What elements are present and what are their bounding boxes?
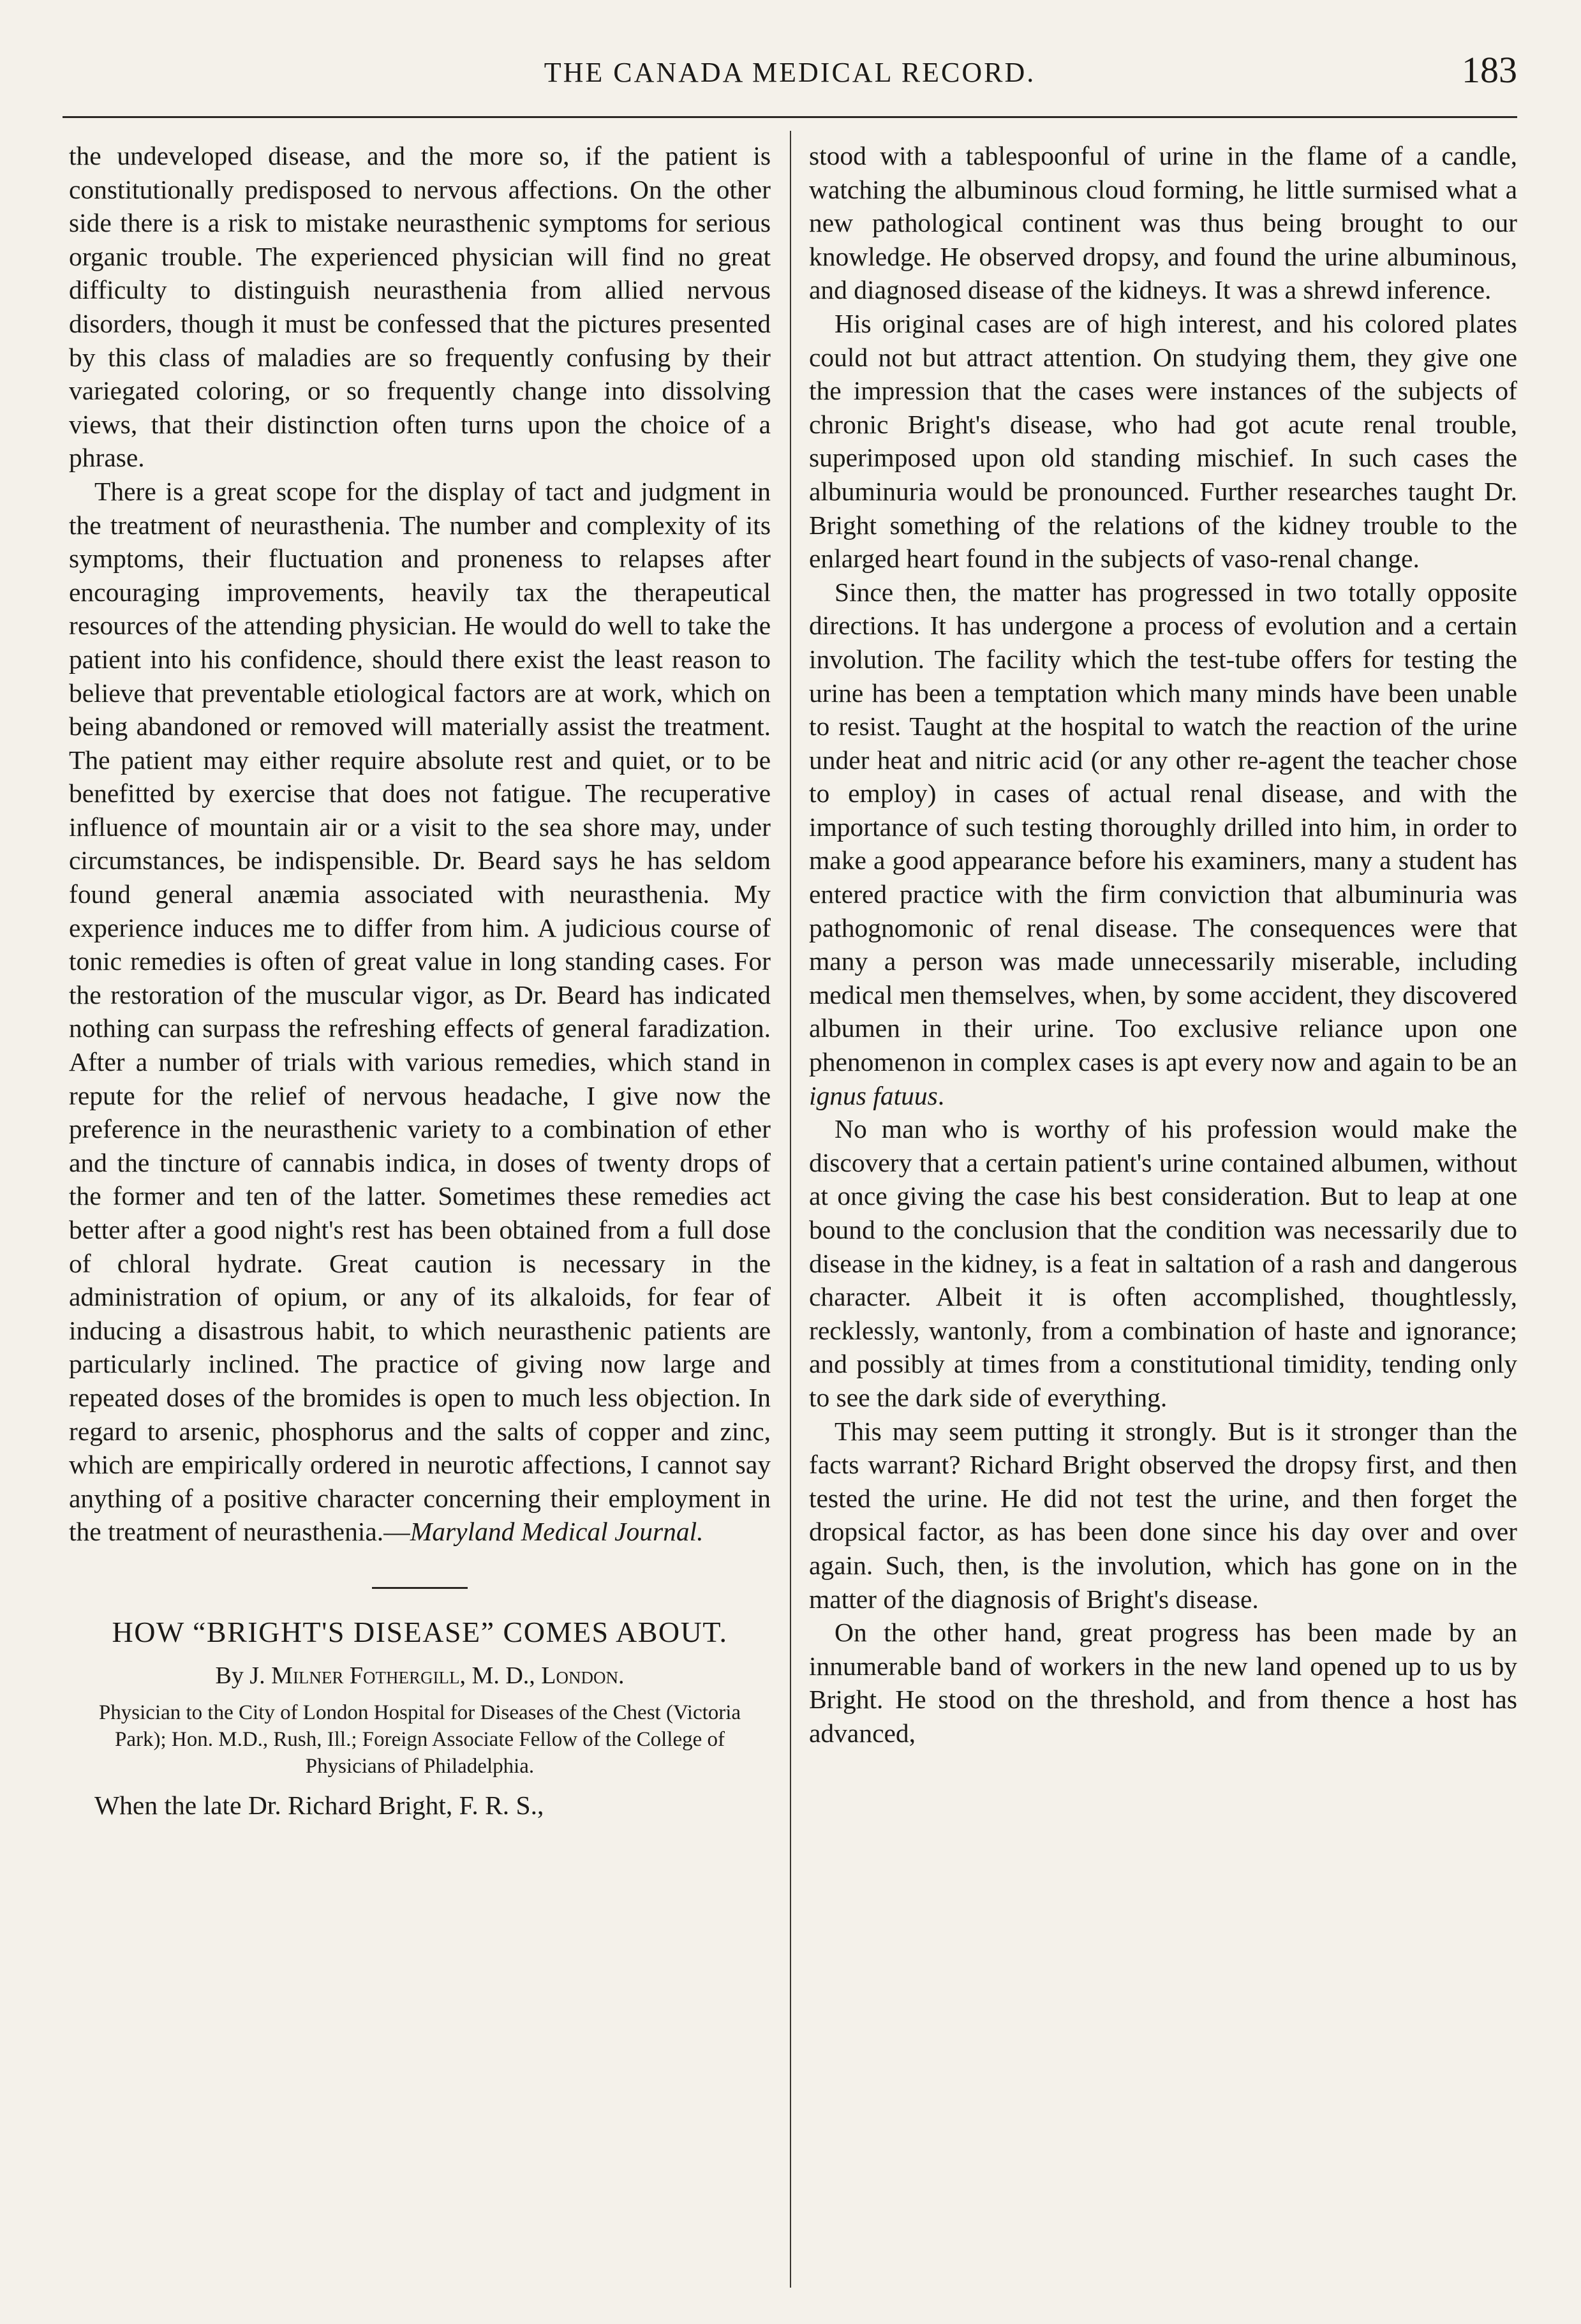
byline-suffix: , M. D., London.: [459, 1662, 625, 1689]
page-number: 183: [1462, 49, 1517, 91]
author-name: Milner Fothergill: [271, 1662, 460, 1689]
paragraph: No man who is worthy of his profession would make the discovery that a certain patient's urine contained albumen, without at once giving the case his best consideration. But to leap at one bound to the conclusion that the condition was necessarily due to disease in the kidney, is a feat in saltation of a rash and dangerous character. Albeit it is often accomplished, thoughtlessly, recklessly, wantonly, from a combination of haste and ignorance; and possibly at times from a constitutional timidity, tending only to see the dark side of everything.: [809, 1114, 1517, 1412]
running-title: THE CANADA MEDICAL RECORD.: [544, 57, 1036, 88]
paragraph: This may seem putting it strongly. But is it stronger than the facts warrant? Richard Bright observed the dropsy first, and then tested the urine. He did not test the urine, and then forget the dropsical factor, as has been done since his day over and over again. Such, then, is the involution, which has gone on in the matter of the diagnosis of Bright's disease.: [809, 1416, 1517, 1614]
column-divider: [790, 131, 791, 2288]
left-column: [69, 139, 771, 1822]
paragraph-text: Since then, the matter has progressed in two totally opposite directions. It has undergone a process of evolution and a certain involution. The facility which the test-tube offers for testing the urine has been a temptation which many minds have been unable to resist. Taught at the hospital to watch the reaction of the urine under heat and nitric acid (or any other re-agent the teacher chose to employ) in cases of actual renal disease, and with the importance of such testing thoroughly drilled into him, in order to make a good appearance before his examiners, many a student has entered practice with the firm conviction that albuminuria was pathognomonic of renal disease. The consequences were that many a person was made unnecessarily miserable, including medical men themselves, when, by some accident, they discovered albumen in their urine. Too exclusive reliance upon one phenomenon in complex cases is apt every now and again to be an: [809, 577, 1517, 1077]
author-affiliation: Physician to the City of London Hospital for Diseases of the Chest (Victoria Park); Hon. M.D., Rush, Ill.; Foreign Associate Fellow of the College of Physicians of Philadelphia.: [98, 1701, 741, 1778]
paragraph-text: There is a great scope for the display of tact and judgment in the treatment of neurasthenia. The number and complexity of its symptoms, their fluctuation and proneness to relapses after encouraging improvements, heavily tax the therapeutical resources of the attending physician. He would do well to take the patient into his confidence, should there exist the least reason to believe that preventable etiological factors are at work, which on being abandoned or removed will materially assist the treatment. The patient may either require absolute rest and quiet, or to be benefitted by exercise that does not fatigue. The recuperative influence of mountain air or a visit to the sea shore may, under circumstances, be indispensible. Dr. Beard says he has seldom found general anæmia associated with neurasthenia. My experience induces me to differ from him. A judicious course of tonic remedies is often of great value in long standing cases. For the restoration of the muscular vigor, as Dr. Beard has indicated nothing can surpass the refreshing effects of general faradization. After a number of trials with various remedies, which stand in repute for the relief of nervous headache, I give now the preference in the neurasthenic variety to a combination of ether and the tincture of cannabis indica, in doses of twenty drops of the former and ten of the latter. Sometimes these remedies act better after a good night's rest has been obtained from a full dose of chloral hydrate. Great caution is necessary in the administration of opium, or any of its alkaloids, for fear of inducing a disastrous habit, to which neurasthenic patients are particularly inclined. The practice of giving now large and repeated doses of the bromides is open to much less objection. In regard to arsenic, phosphorus and the salts of copper and zinc, which are empirically ordered in neurotic affections, I cannot say anything of a positive character concerning their employment in the treatment of neurasthenia.—: [69, 476, 771, 1547]
paragraph: [809, 576, 1517, 1113]
header-rule: [63, 116, 1517, 118]
article-title: HOW “BRIGHT'S DISEASE” COMES ABOUT.: [112, 1615, 728, 1648]
italic-term: ignus fatuus: [809, 1080, 938, 1110]
paragraph: stood with a tablespoonful of urine in the flame of a candle, watching the albuminous cloud forming, he little surmised what a new pathological continent was thus being brought to our knowledge. He observed dropsy, and found the urine albuminous, and diagnosed disease of the kidneys. It was a shrewd inference.: [809, 141, 1517, 305]
article-lead: When the late Dr. Richard Bright, F. R. S.,: [94, 1790, 544, 1820]
paragraph: His original cases are of high interest, and his colored plates could not but attract attention. On studying them, they give one the impression that the cases were instances of the subjects of chronic Bright's disease, who had got acute renal trouble, superimposed upon old standing mischief. In such cases the albuminuria would be pronounced. Further researches taught Dr. Bright something of the relations of the kidney trouble to the enlarged heart found in the subjects of vaso-renal change.: [809, 308, 1517, 574]
paragraph: On the other hand, great progress has been made by an innumerable band of workers in the new land opened up to us by Bright. He stood on the threshold, and from thence a host has advanced,: [809, 1618, 1517, 1748]
article-separator: [372, 1587, 468, 1589]
article-byline: [69, 1659, 771, 1693]
right-column: [809, 139, 1517, 1750]
byline-prefix: By J.: [215, 1662, 272, 1689]
journal-citation: Maryland Medical Journal.: [410, 1517, 704, 1547]
paragraph: [69, 475, 771, 1549]
paragraph-end: .: [937, 1080, 945, 1110]
paragraph: the undeveloped disease, and the more so, if the patient is constitutionally predisposed to nervous affections. On the other side there is a risk to mistake neurasthenic symptoms for serious organic trouble. The experienced physician will find no great difficulty to distinguish neurasthenia from allied nervous disorders, though it must be confessed that the pictures presented by this class of maladies are so frequently confusing by their variegated coloring, or so frequently change into dissolving views, that their distinction often turns upon the choice of a phrase.: [69, 141, 771, 473]
page-header: [63, 45, 1517, 96]
